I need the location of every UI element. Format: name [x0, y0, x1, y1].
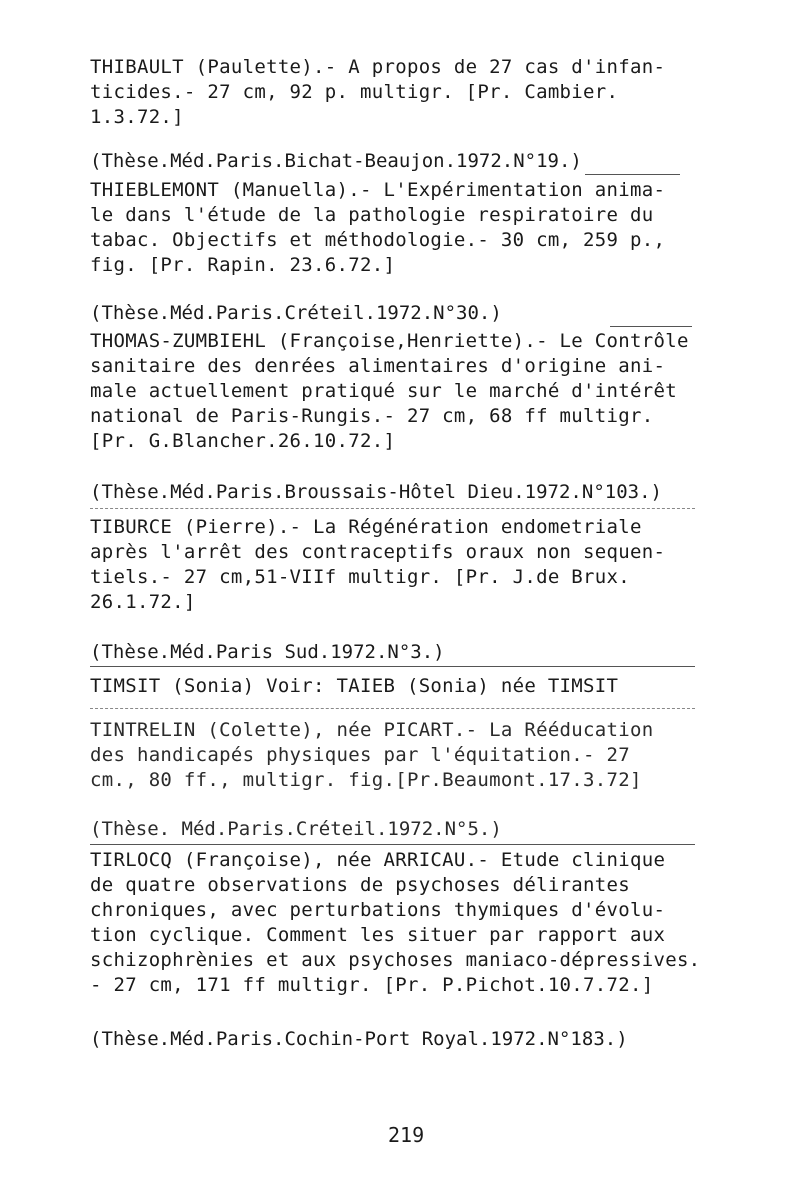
divider [585, 174, 680, 175]
entry-line: national de Paris-Rungis.- 27 cm, 68 ff multigr. [90, 405, 654, 427]
entry-line: - 27 cm, 171 ff multigr. [Pr. P.Pichot.10.7.72.] [90, 974, 654, 996]
divider [90, 666, 695, 667]
entry-line: TINTRELIN (Colette), née PICART.- La Rééducation [90, 719, 654, 741]
page-number: 219 [388, 1123, 425, 1147]
bibliography-entry [90, 718, 710, 793]
bibliography-entry [90, 848, 710, 998]
divider [90, 508, 695, 509]
thesis-source: (Thèse.Méd.Paris.Broussais-Hôtel Dieu.1972.N°103.) [90, 481, 662, 503]
entry-line: THIEBLEMONT (Manuella).- L'Expérimentation anima- [90, 179, 666, 201]
entry-line: tabac. Objectifs et méthodologie.- 30 cm, 259 p., [90, 229, 666, 251]
bibliography-entry [90, 55, 710, 130]
entry-line: tion cyclique. Comment les situer par rapport aux [90, 924, 666, 946]
entry-line: cm., 80 ff., multigr. fig.[Pr.Beaumont.17.3.72] [90, 769, 642, 791]
bibliography-entry [90, 674, 710, 699]
thesis-source: (Thèse.Méd.Paris.Bichat-Beaujon.1972.N°19.) [90, 150, 582, 172]
entry-line: THOMAS-ZUMBIEHL (Françoise,Henriette).- Le Contrôle [90, 330, 689, 352]
entry-line: schizophrènies et aux psychoses maniaco-dépressives. [90, 949, 701, 971]
bibliography-entry [90, 515, 710, 615]
entry-line: ticides.- 27 cm, 92 p. multigr. [Pr. Cambier. [90, 81, 619, 103]
entry-line: tiels.- 27 cm,51-VIIf multigr. [Pr. J.de Brux. [90, 566, 630, 588]
entry-line: après l'arrêt des contraceptifs oraux non sequen- [90, 541, 666, 563]
entry-line: male actuellement pratiqué sur le marché d'intérêt [90, 380, 677, 402]
entry-line: des handicapés physiques par l'équitation.- 27 [90, 744, 630, 766]
entry-line: [Pr. G.Blancher.26.10.72.] [90, 430, 396, 452]
entry-line: TIRLOCQ (Françoise), née ARRICAU.- Etude clinique [90, 849, 666, 871]
entry-line: sanitaire des denrées alimentaires d'origine ani- [90, 355, 666, 377]
thesis-source: (Thèse.Méd.Paris.Cochin-Port Royal.1972.N°183.) [90, 1028, 628, 1050]
entry-line: le dans l'étude de la pathologie respiratoire du [90, 204, 654, 226]
entry-line: 26.1.72.] [90, 591, 196, 613]
entry-line: 1.3.72.] [90, 106, 184, 128]
entry-line: TIMSIT (Sonia) Voir: TAIEB (Sonia) née TIMSIT [90, 675, 619, 697]
entry-line: chroniques, avec perturbations thymiques d'évolu- [90, 899, 666, 921]
entry-line: TIBURCE (Pierre).- La Régénération endometriale [90, 516, 642, 538]
divider [610, 326, 692, 327]
bibliography-entry [90, 329, 710, 454]
divider [90, 708, 695, 709]
thesis-source: (Thèse.Méd.Paris.Créteil.1972.N°30.) [90, 302, 502, 324]
thesis-source: (Thèse. Méd.Paris.Créteil.1972.N°5.) [90, 818, 502, 840]
entry-line: de quatre observations de psychoses délirantes [90, 874, 630, 896]
entry-line: THIBAULT (Paulette).- A propos de 27 cas d'infan- [90, 56, 666, 78]
thesis-source: (Thèse.Méd.Paris Sud.1972.N°3.) [90, 641, 445, 663]
entry-line: fig. [Pr. Rapin. 23.6.72.] [90, 254, 396, 276]
divider [90, 844, 695, 845]
bibliography-entry [90, 178, 710, 278]
